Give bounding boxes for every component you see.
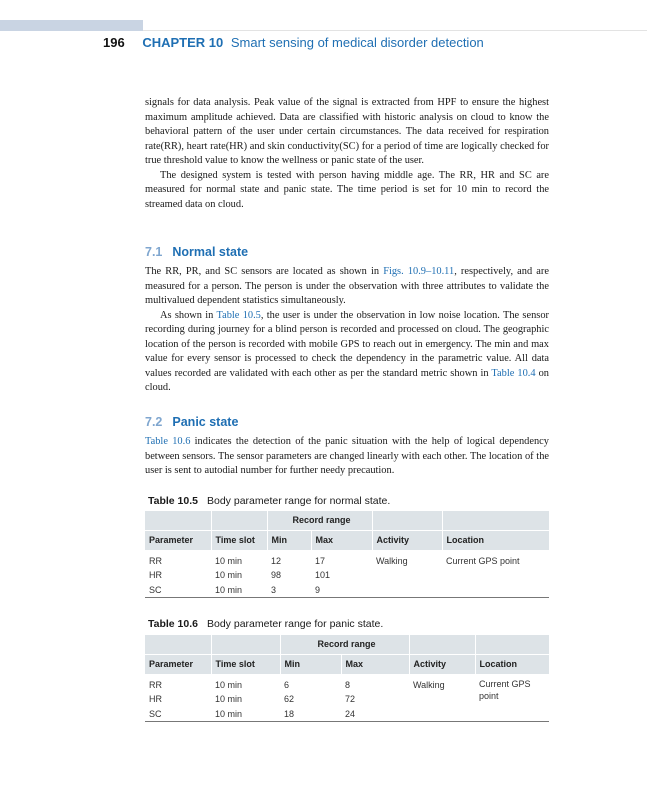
table-row	[145, 674, 549, 692]
table-row	[145, 550, 549, 568]
table-link[interactable]: Table 10.4	[491, 367, 536, 379]
table-cell: 8	[345, 680, 351, 690]
header-accent-bar	[0, 20, 143, 31]
table-cell: 10 min	[215, 584, 243, 595]
chapter-label: CHAPTER 10	[142, 35, 224, 50]
record-range-header: Record range	[280, 635, 409, 654]
intro-text	[145, 96, 549, 212]
column-header-activity: Activity	[372, 530, 442, 550]
section-panic-state	[145, 415, 549, 479]
text-run: , respectively, and are measured for a person. The person is under the observation with three attributes to validate the multivalued dependent statistics simultaneously.	[145, 266, 549, 306]
column-header-location: Location	[475, 654, 549, 674]
column-header-max: Max	[341, 654, 409, 674]
column-header-min: Min	[267, 530, 311, 550]
table-cell	[372, 583, 442, 598]
table-header-cell	[409, 635, 475, 654]
table-10-5	[145, 511, 549, 598]
table-cell: HR	[149, 694, 162, 704]
text-run: The RR, PR, and SC sensors are located as shown in	[145, 266, 384, 277]
table-group-header-row	[145, 635, 549, 654]
table-cell: 101	[315, 570, 331, 580]
normal-state-paragraph-2	[145, 309, 549, 396]
section-normal-state	[145, 245, 549, 396]
table-group-header-row	[145, 511, 549, 530]
table-cell: Current GPS point	[446, 556, 520, 566]
column-header-time-slot: Time slot	[211, 530, 267, 550]
table-cell: 12	[271, 556, 282, 566]
table-cell: RR	[149, 556, 162, 566]
table-header-cell	[442, 511, 549, 530]
table-cell: 72	[345, 694, 356, 704]
table-cell: Walking	[376, 556, 408, 566]
table-cell: 24	[345, 708, 356, 719]
section-title: Normal state	[172, 245, 249, 259]
table-header-row	[145, 530, 549, 550]
table-header-cell	[145, 511, 211, 530]
section-number: 7.1	[145, 245, 163, 259]
table-header-cell	[211, 635, 280, 654]
table-cell: SC	[149, 584, 162, 595]
table-label: Table 10.5	[148, 495, 198, 507]
column-header-max: Max	[311, 530, 372, 550]
table-header-cell	[211, 511, 267, 530]
table-10-6	[145, 635, 549, 722]
table-cell: HR	[149, 570, 162, 580]
section-number: 7.2	[145, 415, 163, 429]
table-10-6-caption	[148, 618, 383, 630]
table-10-5-caption	[148, 495, 390, 507]
chapter-title: Smart sensing of medical disorder detection	[230, 35, 484, 50]
table-cell: 10 min	[215, 556, 243, 566]
text-run: As shown in	[160, 309, 217, 321]
figure-link[interactable]: Figs. 10.9–10.11	[383, 266, 455, 277]
page-number: 196	[103, 35, 125, 50]
table-cell: 10 min	[215, 708, 243, 719]
table-cell: 10 min	[215, 680, 243, 690]
table-cell	[442, 568, 549, 583]
table-cell: Walking	[413, 680, 445, 690]
column-header-parameter: Parameter	[145, 654, 211, 674]
section-heading-7-1	[145, 245, 549, 259]
record-range-header: Record range	[267, 511, 372, 530]
table-row	[145, 583, 549, 598]
table-header-cell	[475, 635, 549, 654]
column-header-activity: Activity	[409, 654, 475, 674]
column-header-location: Location	[442, 530, 549, 550]
table-cell: 10 min	[215, 694, 243, 704]
column-header-time-slot: Time slot	[211, 654, 280, 674]
column-header-min: Min	[280, 654, 341, 674]
table-cell	[409, 692, 475, 707]
column-header-parameter: Parameter	[145, 530, 211, 550]
table-cell: SC	[149, 708, 162, 719]
running-header	[103, 35, 484, 50]
section-heading-7-2	[145, 415, 549, 429]
table-link[interactable]: Table 10.6	[145, 436, 191, 447]
table-cell: 3	[271, 584, 277, 595]
table-header-cell	[145, 635, 211, 654]
text-run: indicates the detection of the panic situation with the help of logical dependency between sensors. The sensor parameters are changed linearly with each other. The location of the user is sent to autodial number for further needy precaution.	[145, 436, 549, 476]
table-cell: 9	[315, 584, 321, 595]
table-link[interactable]: Table 10.5	[216, 309, 261, 321]
intro-paragraph-1: signals for data analysis. Peak value of the signal is extracted from HPF to ensure the highest maximum amplitude achieved. Data are classified with historic analysis on cloud to know the behavioral pattern of the user under certain circumstances. The data received for respiration rate(RR), heart rate(HR) and skin conductivity(SC) for a period of time are logically checked for true threshold value to know the wellness or panic state of the user.	[145, 97, 549, 166]
table-cell	[409, 707, 475, 722]
table-cell: 98	[271, 570, 282, 580]
normal-state-paragraph-1	[145, 265, 549, 309]
table-caption-text: Body parameter range for panic state.	[207, 618, 384, 630]
table-cell: 62	[284, 694, 295, 704]
table-cell: 17	[315, 556, 326, 566]
table-cell	[372, 568, 442, 583]
table-cell: 6	[284, 680, 290, 690]
text-run: , the user is under the observation in low noise location. The sensor recording during journey for a blind person is recorded and processed on cloud. The geographic location of the person is recorded with mobile GPS to reach out in emergency. The min and max value for every sensor is processed to check the dependency in the parametric value. All data values recorded are validated with each other as per the standard metric shown in	[145, 309, 549, 379]
table-header-row	[145, 654, 549, 674]
table-cell: 10 min	[215, 570, 243, 580]
table-cell: 18	[284, 708, 295, 719]
header-rule	[143, 30, 647, 31]
table-cell: RR	[149, 680, 162, 690]
table-cell: Current GPS point	[479, 679, 531, 701]
table-cell	[442, 583, 549, 598]
table-header-cell	[372, 511, 442, 530]
section-title: Panic state	[172, 415, 239, 429]
table-label: Table 10.6	[148, 618, 198, 630]
table-row	[145, 568, 549, 583]
panic-state-paragraph-1	[145, 435, 549, 479]
text-run: on cloud.	[145, 367, 549, 393]
intro-paragraph-2: The designed system is tested with person having middle age. The RR, HR and SC are measured for normal state and panic state. The time period is set for 10 min to record the streamed data on cloud.	[145, 169, 549, 210]
table-caption-text: Body parameter range for normal state.	[207, 495, 391, 507]
